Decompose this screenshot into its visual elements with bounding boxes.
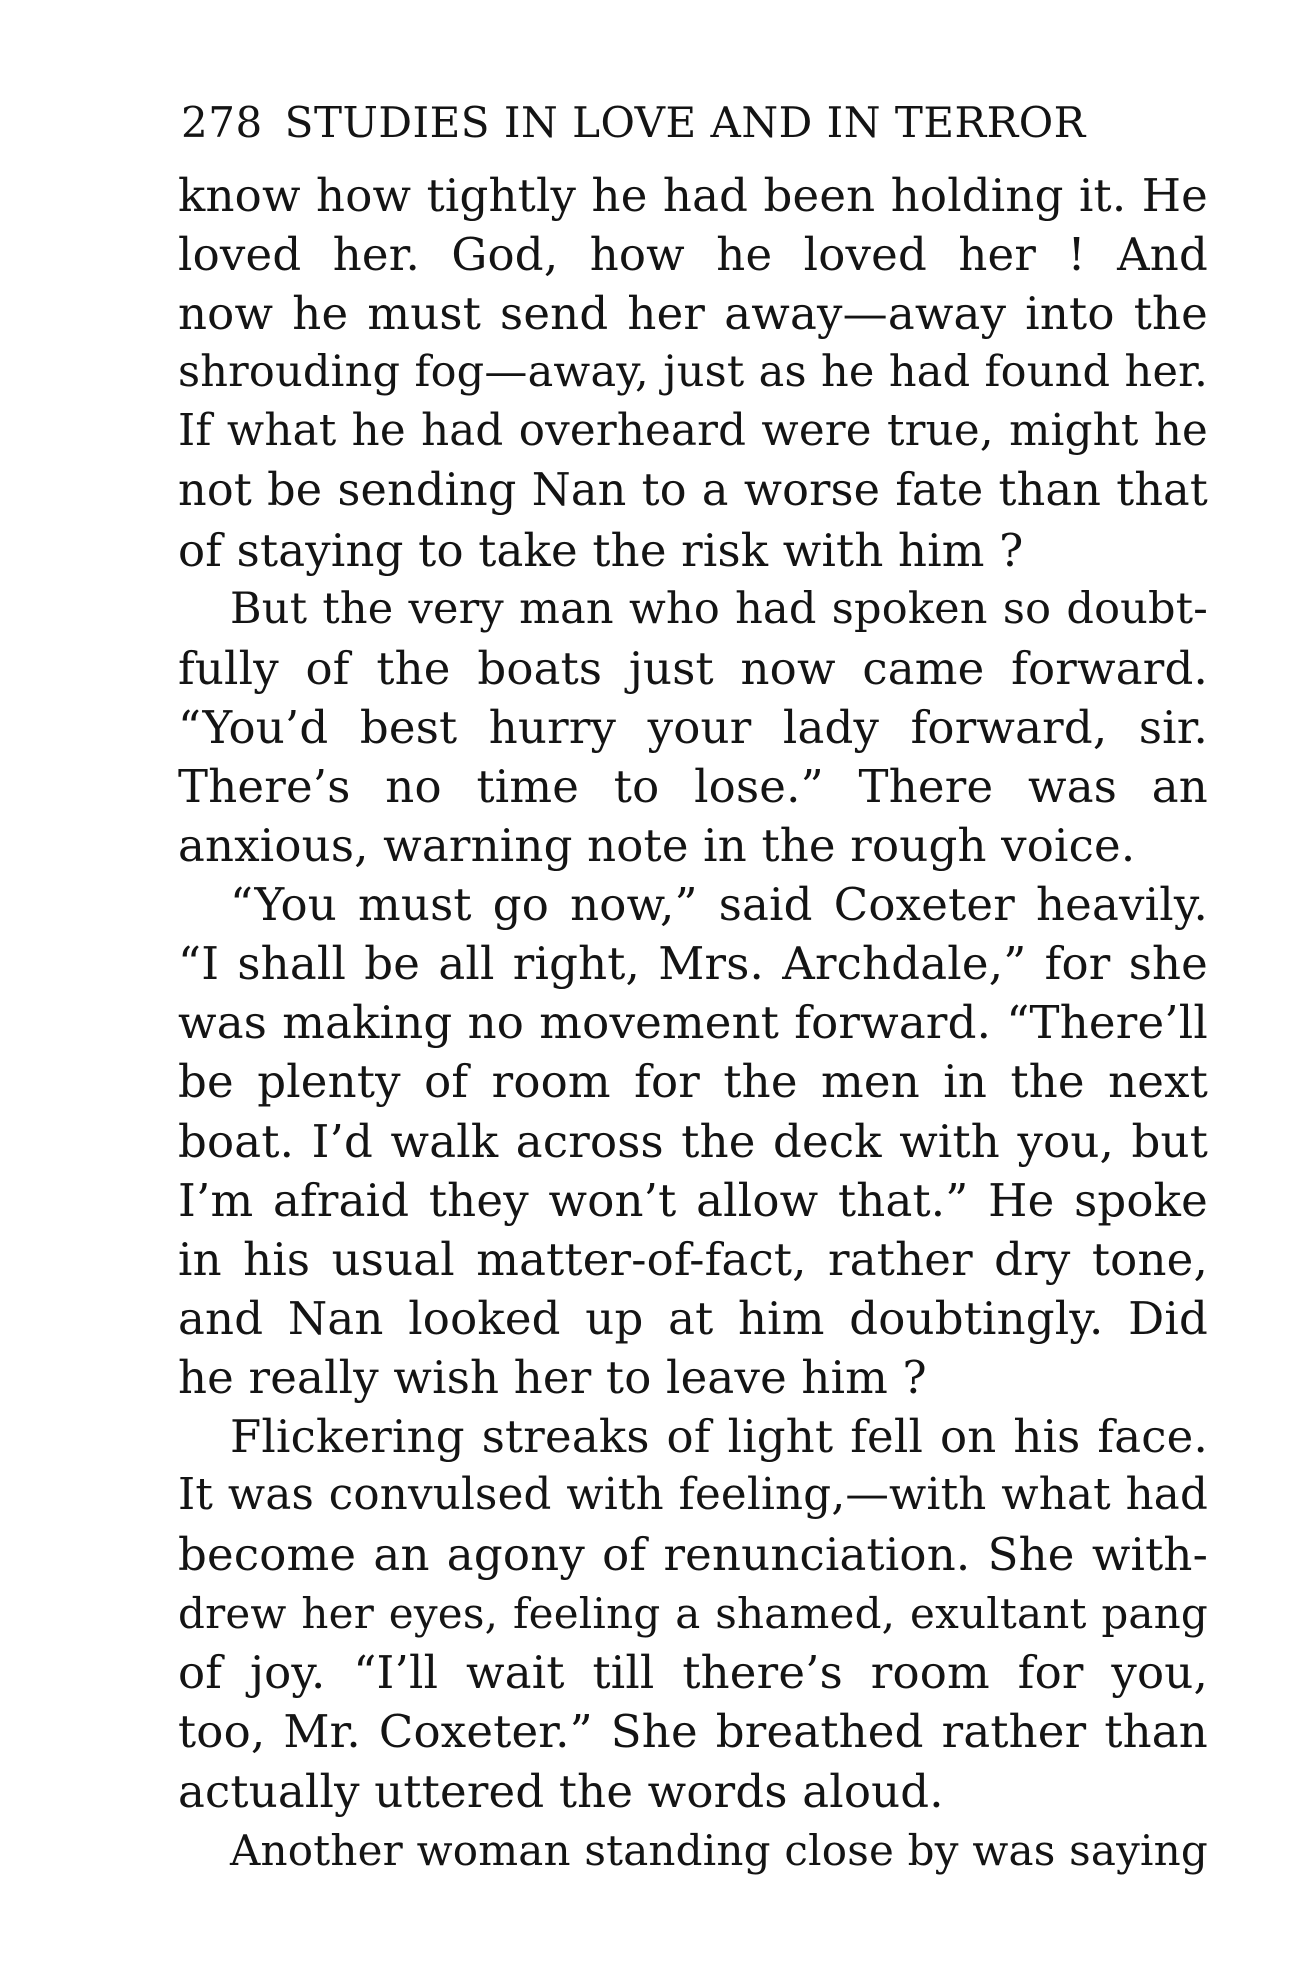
text-line: Another woman standing close by was saying <box>230 1825 1208 1875</box>
text-line: loved her. God, how he loved her ! And <box>178 228 1208 282</box>
text-line: If what he had overheard were true, might he <box>178 406 1208 457</box>
text-line: Flickering streaks of light fell on his face. <box>230 1409 1208 1463</box>
text-line: he really wish her to leave him ? <box>178 1350 927 1404</box>
text-line: It was convulsed with feeling,—with what had <box>178 1470 1208 1521</box>
text-line: “I shall be all right, Mrs. Archdale,” for she <box>178 937 1208 991</box>
body-text <box>178 166 1208 1880</box>
text-line: anxious, warning note in the rough voice. <box>178 819 1136 873</box>
text-line: boat. I’d walk across the deck with you, but <box>178 1114 1208 1168</box>
text-line: too, Mr. Coxeter.” She breathed rather than <box>178 1705 1208 1759</box>
text-line: But the very man who had spoken so doubt- <box>230 583 1208 634</box>
page-number: 278 <box>181 98 263 147</box>
running-head <box>181 98 1201 148</box>
text-line: now he must send her away—away into the <box>178 287 1208 341</box>
text-line: become an agony of renunciation. She with- <box>178 1528 1208 1582</box>
text-line: fully of the boats just now came forward. <box>178 641 1208 695</box>
text-line: “You’d best hurry your lady forward, sir. <box>178 700 1208 754</box>
text-line: “You must go now,” said Coxeter heavily. <box>230 878 1208 932</box>
text-line: be plenty of room for the men in the next <box>178 1055 1208 1109</box>
text-line: not be sending Nan to a worse fate than that <box>178 465 1208 517</box>
running-title: STUDIES IN LOVE AND IN TERROR <box>284 98 1086 147</box>
text-line: was making no movement forward. “There’ll <box>178 996 1208 1050</box>
text-line: in his usual matter-of-fact, rather dry tone, <box>178 1232 1208 1286</box>
text-line: shrouding fog—away, just as he had found her. <box>178 347 1208 398</box>
text-line: of joy. “I’ll wait till there’s room for you, <box>178 1646 1208 1700</box>
text-line: and Nan looked up at him doubtingly. Did <box>178 1291 1208 1345</box>
text-line: of staying to take the risk with him ? <box>178 523 1024 577</box>
text-line: drew her eyes, feeling a shamed, exultant pang <box>178 1589 1208 1639</box>
text-line: actually uttered the words aloud. <box>178 1764 944 1818</box>
text-line: There’s no time to lose.” There was an <box>178 759 1208 813</box>
text-line: I’m afraid they won’t allow that.” He spoke <box>178 1173 1208 1227</box>
text-line: know how tightly he had been holding it. He <box>178 169 1208 222</box>
